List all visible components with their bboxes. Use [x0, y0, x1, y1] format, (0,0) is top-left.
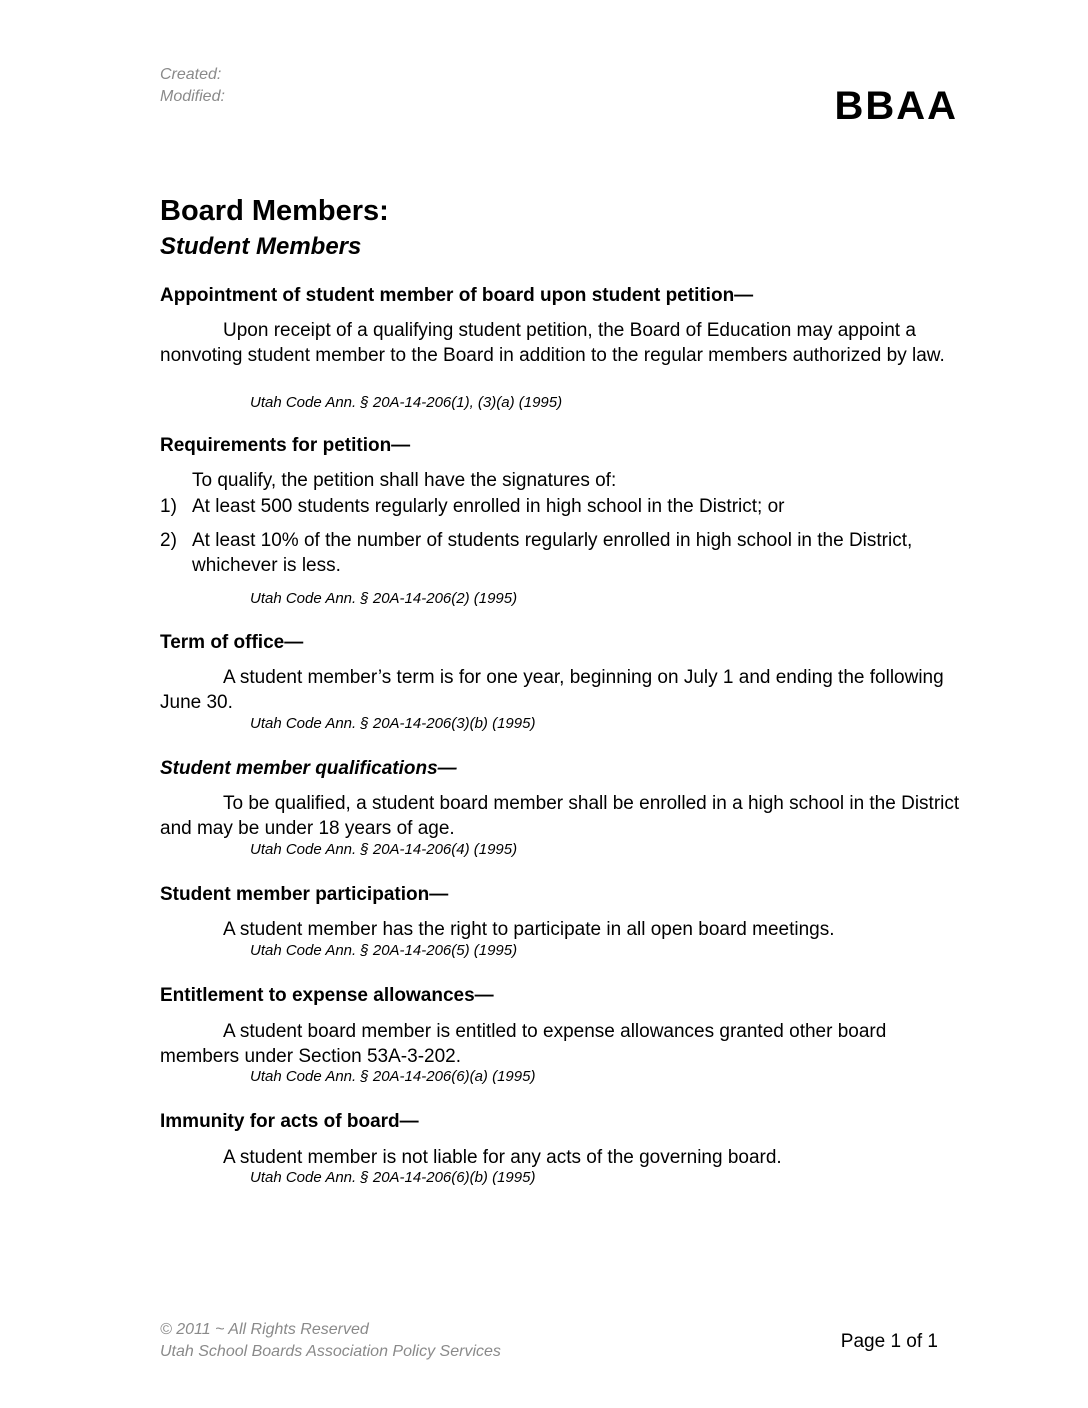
section-heading-appointment: Appointment of student member of board upon student petition— [160, 285, 754, 306]
footer-copyright: © 2011 ~ All Rights Reserved [160, 1321, 369, 1338]
list-intro: To qualify, the petition shall have the signatures of: [192, 470, 617, 491]
policy-code: BBAA [834, 84, 958, 128]
list-item-number: 2) [160, 530, 177, 551]
citation: Utah Code Ann. § 20A-14-206(1), (3)(a) (1995) [250, 394, 563, 411]
paragraph-text: To be qualified, a student board member shall be enrolled in a high school in the District and may be under 18 years of age. [160, 793, 960, 839]
paragraph-text: A student member’s term is for one year, beginning on July 1 and ending the following June 30. [160, 667, 944, 713]
page-number: Page 1 of 1 [840, 1331, 938, 1352]
list-item-number: 1) [160, 496, 177, 517]
section-heading-requirements: Requirements for petition— [160, 435, 411, 456]
modified-label: Modified: [160, 88, 225, 105]
citation: Utah Code Ann. § 20A-14-206(6)(b) (1995) [250, 1169, 536, 1186]
paragraph-text: A student board member is entitled to expense allowances granted other board members under Section 53A-3-202. [160, 1021, 887, 1067]
paragraph-text: Upon receipt of a qualifying student petition, the Board of Education may appoint a nonvoting student member to the Board in addition to the regular members authorized by law. [160, 320, 945, 366]
section-heading-participation: Student member participation— [160, 884, 449, 905]
citation: Utah Code Ann. § 20A-14-206(6)(a) (1995) [250, 1068, 536, 1085]
page-subtitle: Student Members [160, 233, 362, 260]
citation: Utah Code Ann. § 20A-14-206(5) (1995) [250, 942, 518, 959]
section-heading-expense: Entitlement to expense allowances— [160, 985, 494, 1006]
section-paragraph-expense [160, 1019, 960, 1069]
citation: Utah Code Ann. § 20A-14-206(4) (1995) [250, 841, 518, 858]
section-paragraph-qualifications [160, 791, 960, 841]
created-label: Created: [160, 66, 222, 83]
section-heading-qualifications: Student member qualifications— [160, 758, 457, 779]
paragraph-text: A student member has the right to participate in all open board meetings. [223, 919, 835, 940]
citation: Utah Code Ann. § 20A-14-206(2) (1995) [250, 590, 518, 607]
section-heading-term: Term of office— [160, 632, 304, 653]
section-paragraph-term [160, 665, 960, 715]
section-paragraph-appointment [160, 318, 960, 368]
list-item: At least 500 students regularly enrolled in high school in the District; or [192, 496, 785, 517]
citation: Utah Code Ann. § 20A-14-206(3)(b) (1995) [250, 715, 536, 732]
section-heading-immunity: Immunity for acts of board— [160, 1111, 419, 1132]
footer-organization: Utah School Boards Association Policy Services [160, 1343, 501, 1360]
section-paragraph-participation [160, 917, 960, 942]
page-title: Board Members: [160, 195, 389, 227]
list-item: At least 10% of the number of students regularly enrolled in high school in the District, whichever is less. [192, 530, 913, 576]
section-paragraph-immunity [160, 1145, 960, 1170]
paragraph-text: A student member is not liable for any acts of the governing board. [223, 1147, 782, 1168]
